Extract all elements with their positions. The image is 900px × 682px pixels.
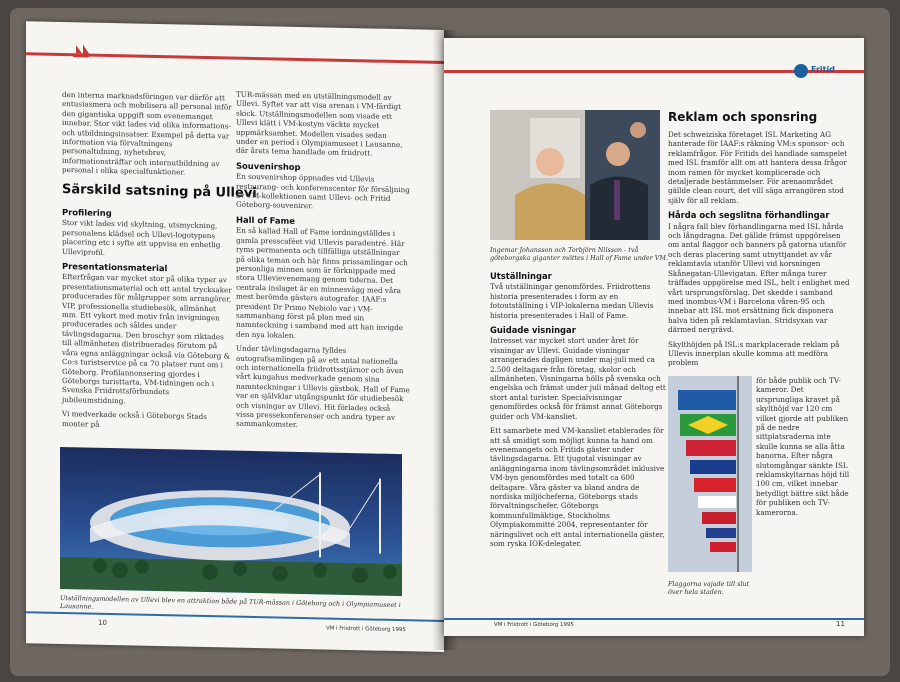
subheading-souvenirshop: Souvenirshop xyxy=(236,160,301,172)
subheading-forhandlingar: Hårda och segslitna förhandlingar xyxy=(668,210,830,221)
section-heading: Reklam och sponsring xyxy=(668,110,818,124)
photo-caption: Ingemar Johansson och Torbjörn Nilsson - två göteborgska giganter möttes i Hall of Fame under VM. xyxy=(490,246,668,263)
subheading-profilering: Profilering xyxy=(62,206,112,219)
page-number: 10 xyxy=(98,618,107,627)
left-page xyxy=(26,21,444,652)
subheading-presentation: Presentationsmaterial xyxy=(62,261,168,274)
paragraph: Intresset var mycket stort under året för visningar av Ullevi. Guidade visningar arrangerades dagligen under maj-juli med ca 2.500 deltagare från företag, skolor och allmänheten. Visningarna hölls på svenska och engelska och främst under juli månad deltog ett stort antal turister. Specialvisningar genomfördes också för främst annat Göteborgs guider och VM-kansliet. xyxy=(490,336,666,421)
paragraph: Vi medverkade också i Göteborgs Stads monter på xyxy=(62,409,207,429)
paragraph: En så kallad Hall of Fame iordningställdes i gamla presscaféet vid Ullevis paradentré. Här ryms permanenta och tillfälliga utställningar på olika teman och här finns prissamlingar och personliga minnen som är förknippade med stora Ullevievenemang genom tiderna. Det centrala inslaget är en minnesvägg med våra mest berömda gästers autografer. IAAF:s president Dr Primo Nebiolo var i VM-sammanhang först på plan med sin namnteckning i samband med att han invigde den nya lokalen. xyxy=(236,225,408,340)
subheading-guidade: Guidade visningar xyxy=(490,325,576,336)
left-col1 xyxy=(62,90,232,183)
page-number: 11 xyxy=(836,620,845,628)
paragraph: för både publik och TV-kameror. Det ursprungliga kravet på skylthöjd var 120 cm vilket gjorde att publiken på de nedre sittplatsraderna inte skulle kunna se alla åtta banorna. Efter några slutomgångar sänkte ISL reklamskyltarnas höjd till 100 cm, vilket innebar betydligt bättre sikt både för publiken och TV-kamerorna. xyxy=(756,376,850,517)
paragraph: Efterfrågan var mycket stor på olika typer av presentationsmaterial och ett antal trycksaker producerades för målgrupper som arrangörer, VIP, professionella studiebesök, allmänhet mm. Ett vykort med motiv från invigningen producerades och såldes under tävlingsdagarna. Den broschyr som riktades till allmänheten distribuerades förutom på våra egna anläggningar också via Göteborg & Co:s turistservice på ca 70 platser runt om i Göteborg. Profilannonsering gjordes i Göteborgs turisttarta, VM-tidningen och i Svenska Friidrottsförbundets jubileumstidning. xyxy=(62,272,232,406)
left-col1-body xyxy=(62,202,232,436)
flags-caption: Flaggorna vajade till slut över hela staden. xyxy=(668,580,750,597)
subheading-utstallningar: Utställningar xyxy=(490,271,552,281)
hall-of-fame-photo xyxy=(490,110,660,240)
footer-text: VM i Friidrott i Göteborg 1995 xyxy=(494,622,574,628)
fritid-logo-icon xyxy=(794,64,808,78)
left-col2 xyxy=(236,90,410,437)
right-col2 xyxy=(668,130,850,373)
right-col1 xyxy=(490,266,670,553)
intro-text: den interna marknadsföringen var därför att entusiasmera och mobilisera all personal inför den gigantiska uppgift som evenemanget innebar. Stor vikt lades vid olika informations- och utbildningsinsatser. Exempel på detta var information via förvaltningens personaltidning, nyhetsbrev, informationsträffar och internutbildning av personal i olika specialfunktioner. xyxy=(62,89,232,177)
paragraph: TUR-mässan med en utställningsmodell av Ullevi. Syftet var att visa arenan i VM-färdigt skick. Utställningsmodellen som visade ett Ullevi klätt i VM-kostym väckte mycket uppmärksamhet. Modellen visades sedan under en period i Olympiamuseet i Lausanne, där årets tema handlade om friidrott. xyxy=(236,89,403,158)
fritid-logo-text: Fritid xyxy=(811,65,835,74)
paragraph: En souvenirshop öppnades vid Ullevis restaurang- och konferenscenter för försäljning av VM-kollektionen samt Ullevi- och Fritid Göteborg-souvenirer. xyxy=(236,171,410,211)
paragraph: Det schweiziska företaget ISL Marketing AG hanterade för IAAF:s räkning VM:s sponsor- och reklamfrågor. För Fritids del handlade samspelet med ISL framför allt om att hantera dessa frågor inom ramen för mycket komplicerade och detaljerade bestämmelser. För arenaområdet gällde clean court, det vill säga arrangören stod själv för all reklam. xyxy=(668,130,848,205)
right-col2-wrap xyxy=(756,376,852,522)
section-heading: Särskild satsning på Ullevi xyxy=(62,181,257,202)
footer-text: VM i Friidrott i Göteborg 1995 xyxy=(326,625,406,634)
paragraph: Under tävlingsdagarna fylldes autografsamlingen på av ett antal nationella och internationella friidrottsstjärnor och även vårt kungahus medverkade genom sina namnteckningar i Ullevis gästbok. Hall of Fame var en självklar utgångspunkt för studiebesök och visningar av Ullevi. Hit förlades också vissa pressekonferenser och andra typer av sammankomster. xyxy=(236,343,410,430)
paragraph: Skylthöjden på ISL:s markplacerade reklam på Ullevis innerplan skulle komma att medföra problem xyxy=(668,339,840,368)
ship-logo-icon xyxy=(68,42,94,59)
paragraph: I några fall blev förhandlingarna med ISL hårda och långdragna. Det gällde främst uppgörelsen om antal flaggor och banners på gatorna utanför och deras placering samt utnyttjandet av vår reklamtavla utanför Ullevi vid korsningen Skånegatan-Ullevigatan. Efter många turer träffades uppgörelse med ISL, helt i enlighet med vårt ursprungsförslag. Det skedde i samband med inombus-VM i Barcelona våren-95 och innebar att ISL mot ersättning fick disponera halva tiden på reklamtavlan. Stridsyxan var därmed nergrävd. xyxy=(668,221,850,335)
flags-image xyxy=(668,376,752,572)
bottom-rule xyxy=(444,618,864,620)
stadium-model-image xyxy=(60,447,402,596)
right-page xyxy=(444,38,864,636)
paragraph: Två utställningar genomfördes. Friidrottens historia presenterades i form av en fotoutställning i VIP-lokalerna medan Ullevis historia presenterades i Hall of Fame. xyxy=(490,282,654,320)
stadium-caption: Utställningsmodellen av Ullevi blev en attraktion både på TUR-mässan i Göteborg och i Olympiamuseet i Lausanne. xyxy=(60,593,401,611)
subheading-hall-of-fame: Hall of Fame xyxy=(236,214,295,226)
paragraph: Ett samarbete med VM-kansliet etablerades för att så smidigt som möjligt kunna ta hand om evenemangets och Fritids gäster under tävlingsdagarna. Ett tjugotal visningar av anläggningarna inom tävlingsområdet inklusive VM-byn genomfördes med totalt ca 600 deltagare. Våra gäster va bland andra de nordiska miljöcheferna, Göteborgs stads förvaltningschefer, Göteborgs kommunfullmäktige, Stockholms Olympiakommitté 2004, representanter för näringslivet och ett antal internationella gäster, som ryska IOK-delegater. xyxy=(490,426,665,548)
paragraph: Stor vikt lades vid skyltning, utsmyckning, personalens klädsel och Ullevi-logotypens placering etc i syfte att uppvisa en enhetlig Ulleviprofil. xyxy=(62,218,221,257)
